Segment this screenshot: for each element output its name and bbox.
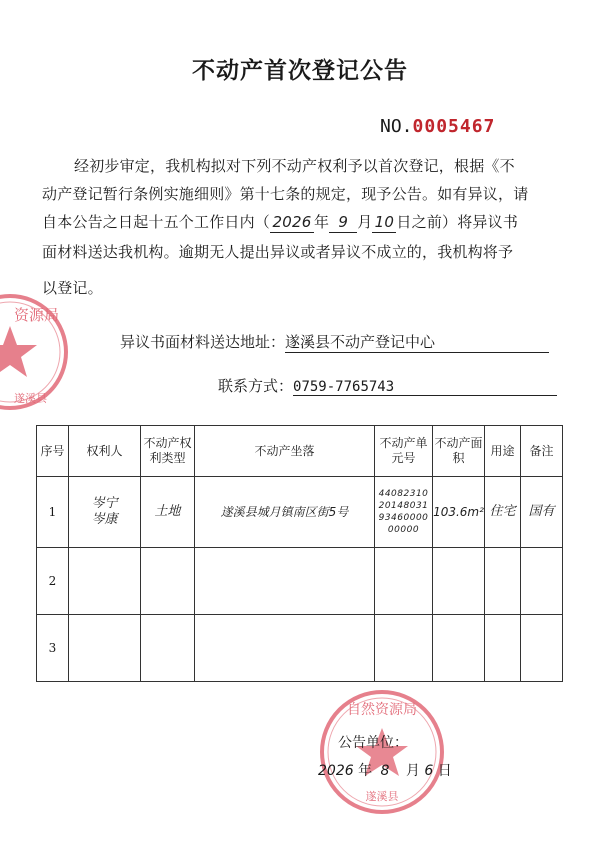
issue-month-unit: 月: [405, 763, 420, 779]
header-type: 不动产权利类型: [141, 426, 195, 477]
cell-area: 103.6m²: [433, 477, 485, 548]
header-location: 不动产坐落: [195, 426, 375, 477]
right-official-seal-icon: [316, 686, 448, 818]
right-seal-subtext: 遂溪县: [365, 790, 399, 803]
header-remark: 备注: [521, 426, 563, 477]
left-official-seal-icon: [0, 290, 72, 414]
cell-use: 住宅: [485, 477, 521, 548]
address-value: 遂溪县不动产登记中心: [285, 331, 549, 353]
issue-year: 2026: [318, 763, 354, 779]
contact-value: 0759-7765743: [293, 379, 557, 396]
body-line-2: 动产登记暂行条例实施细则》第十七条的规定，现予公告。如有异议，请: [42, 185, 529, 203]
table-header-row: [37, 426, 563, 477]
cell-seq: 1: [37, 477, 69, 548]
table-row: [37, 548, 563, 615]
serial-label: NO.: [380, 116, 413, 137]
cell-seq: 2: [37, 548, 69, 615]
cell-seq: 3: [37, 615, 69, 682]
deadline-month: 9: [329, 212, 357, 233]
cell-unit-no: 44082310201480319346000000000: [375, 477, 433, 548]
issue-day: 6: [424, 763, 434, 779]
holder-name-1: 岑宁: [91, 496, 118, 511]
body-line-4: 面材料送达我机构。逾期无人提出异议或者异议不成立的，我机构将予: [42, 243, 514, 261]
notice-title: 不动产首次登记公告: [192, 58, 408, 84]
header-seq: 序号: [37, 426, 69, 477]
header-holder: 权利人: [69, 426, 141, 477]
body-line-3: [42, 212, 518, 233]
cell-remark: 国有: [521, 477, 563, 548]
header-area: 不动产面积: [433, 426, 485, 477]
serial-value: 0005467: [412, 116, 496, 137]
deadline-day: 10: [372, 212, 396, 233]
address-label: 异议书面材料送达地址：: [120, 333, 286, 351]
issue-year-unit: 年: [358, 763, 373, 779]
cell-holder: [69, 477, 141, 548]
objection-address: [120, 331, 549, 353]
left-seal-subtext: 遂溪县: [14, 392, 47, 405]
table-row: [37, 477, 563, 548]
issuing-unit-label: 公告单位：: [338, 735, 408, 751]
table-row: [37, 615, 563, 682]
issue-day-unit: 日: [437, 763, 452, 779]
deadline-month-unit: 月: [357, 213, 373, 231]
contact-label: 联系方式：: [218, 377, 294, 395]
cell-type: 土地: [141, 477, 195, 548]
right-seal-text: 自然资源局: [347, 702, 417, 718]
body-line-1: 经初步审定，我机构拟对下列不动产权利予以首次登记，根据《不: [74, 157, 515, 175]
body-line-5: 以登记。: [42, 279, 103, 297]
body-line-3-suffix: 日之前）将异议书: [396, 213, 519, 231]
issue-date: [318, 760, 452, 780]
deadline-year: 2026: [270, 212, 314, 233]
header-unit-no: 不动产单元号: [375, 426, 433, 477]
contact-info: [218, 375, 557, 396]
deadline-year-unit: 年: [314, 213, 330, 231]
left-seal-text: 资源局: [14, 306, 60, 324]
body-line-3-prefix: 自本公告之日起十五个工作日内（: [42, 213, 271, 231]
issue-month: 8: [380, 763, 390, 779]
property-table: [36, 425, 563, 682]
header-use: 用途: [485, 426, 521, 477]
holder-name-2: 岑康: [91, 512, 118, 527]
cell-location: 遂溪县城月镇南区街5号: [195, 477, 375, 548]
serial-number: [380, 116, 495, 137]
